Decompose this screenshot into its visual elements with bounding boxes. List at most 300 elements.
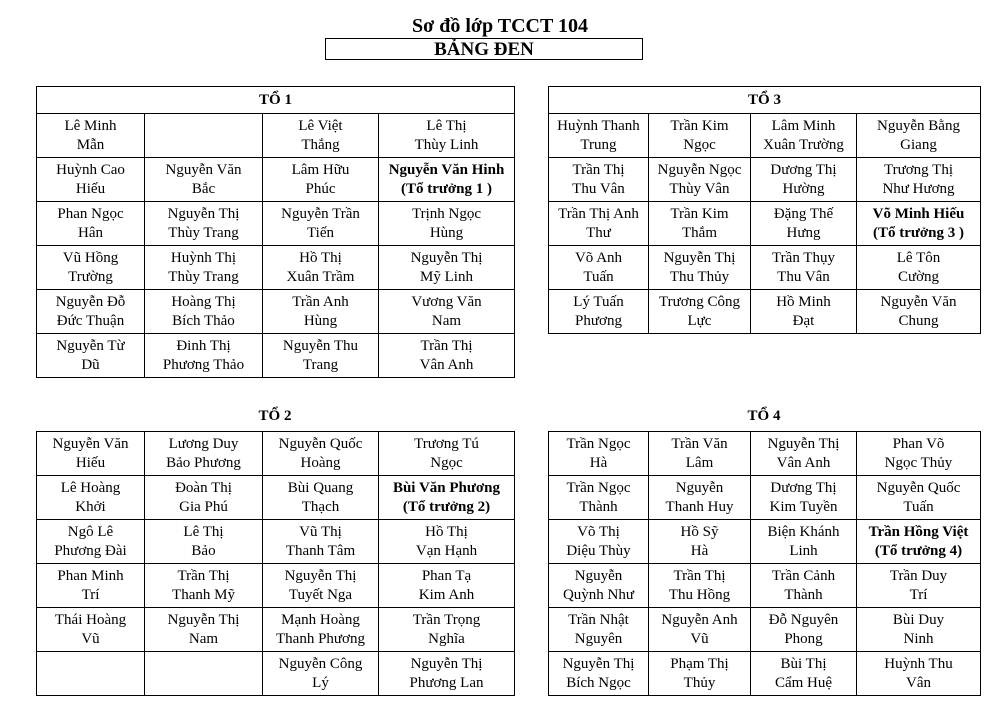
- student-name-line-1: Võ Anh: [574, 249, 623, 266]
- seat-row: [37, 608, 515, 652]
- seat-cell: [649, 476, 751, 520]
- seat-cell: [145, 520, 263, 564]
- seat-cell: [751, 432, 857, 476]
- student-name-line-2: Giang: [900, 136, 937, 153]
- student-name-line-1: Nguyễn Ngọc: [657, 161, 742, 178]
- group-3-table: [548, 86, 981, 334]
- student-name-line-2: Gia Phú: [179, 498, 228, 515]
- student-name-line-2: Bảo Phương: [166, 454, 241, 471]
- student-name-line-1: Phan Minh: [57, 567, 124, 584]
- seat-row: [549, 608, 981, 652]
- seat-cell: [37, 432, 145, 476]
- student-name-line-1: Trương Công: [659, 293, 740, 310]
- student-name-line-2: Mẫn: [76, 136, 105, 153]
- student-name-line-2: Linh: [789, 542, 818, 559]
- student-name-line-1: Lương Duy: [168, 435, 239, 452]
- student-name-line-2: Thắm: [682, 224, 717, 241]
- seat-cell: [857, 564, 981, 608]
- student-name-line-1: Trần Thị Anh: [558, 205, 639, 222]
- student-name-line-1: Trần Thị: [673, 567, 726, 584]
- student-name-line-1: Trần Thị: [177, 567, 230, 584]
- seat-cell: [549, 158, 649, 202]
- student-name-line-2: Mỹ Linh: [420, 268, 473, 285]
- student-name-line-2: Thu Hồng: [668, 586, 731, 603]
- student-name-line-1: Nguyễn Thu: [282, 337, 359, 354]
- student-name-line-1: Mạnh Hoàng: [281, 611, 360, 628]
- seat-cell: [857, 608, 981, 652]
- seat-cell: [145, 158, 263, 202]
- student-name-line-1: Phan Tạ: [421, 567, 472, 584]
- student-name-line-2: Chung: [898, 312, 939, 329]
- student-name-line-1: Nguyễn Thị: [167, 611, 240, 628]
- student-name-line-2: Trang: [302, 356, 339, 373]
- student-name-line-2: Phương Đài: [54, 542, 127, 559]
- seat-row: [37, 246, 515, 290]
- seat-cell: [37, 114, 145, 158]
- student-name-line-1: Huỳnh Thu: [884, 655, 953, 672]
- seat-cell: [145, 476, 263, 520]
- student-name-line-2: Phương Thảo: [162, 356, 245, 373]
- student-name-line-1: Vương Văn: [411, 293, 482, 310]
- student-name-line-2: Đức Thuận: [56, 312, 125, 329]
- seat-cell: [37, 246, 145, 290]
- seat-cell: [857, 246, 981, 290]
- seat-cell: [379, 652, 515, 696]
- seat-cell: [37, 652, 145, 696]
- student-name-line-1: Bùi Duy: [892, 611, 945, 628]
- seat-cell: [649, 432, 751, 476]
- seat-cell: [379, 114, 515, 158]
- seat-row: [549, 432, 981, 476]
- seat-cell: [649, 608, 751, 652]
- student-name-line-1: Trần Kim: [670, 117, 729, 134]
- student-name-line-1: Lý Tuấn: [573, 293, 624, 310]
- group-2-title: TỔ 2: [258, 408, 292, 424]
- student-name-line-1: Huỳnh Thanh: [557, 117, 640, 134]
- student-name-line-2: Bảo: [191, 542, 216, 559]
- seat-cell: [649, 290, 751, 334]
- seat-row: [37, 114, 515, 158]
- student-name-line-1: Nguyễn: [574, 567, 623, 584]
- student-name-line-1: Trịnh Ngọc: [411, 205, 482, 222]
- student-name-line-2: Tuyết Nga: [288, 586, 353, 603]
- student-name-line-1: Đặng Thế: [773, 205, 834, 222]
- student-name-line-2: Thành: [784, 586, 823, 603]
- student-name-line-1: Đinh Thị: [176, 337, 231, 354]
- student-name-line-2: Vân: [906, 674, 931, 691]
- student-name-line-2: Nguyên: [574, 630, 623, 647]
- student-name-line-1: Trần Ngọc: [566, 435, 631, 452]
- student-name-line-2: Hưng: [786, 224, 821, 241]
- student-name-line-1: Trần Duy: [889, 567, 948, 584]
- student-name-line-2: Vân Anh: [419, 356, 474, 373]
- student-name-line-1: Nguyễn Thị: [767, 435, 840, 452]
- seat-cell: [379, 334, 515, 378]
- seat-cell: [379, 432, 515, 476]
- student-name-line-2: Hùng: [303, 312, 338, 329]
- student-name-line-1: Nguyễn Thị: [663, 249, 736, 266]
- student-name-line-2: Ninh: [903, 630, 934, 647]
- student-name-line-2: Hà: [589, 454, 608, 471]
- student-name-line-2: Tiến: [307, 224, 334, 241]
- student-name-line-2: Thùy Vân: [669, 180, 730, 197]
- group-3-title: TỔ 3: [549, 87, 981, 114]
- student-name-line-2: Thanh Tâm: [285, 542, 356, 559]
- seat-cell: [649, 564, 751, 608]
- student-name-line-2: Tuấn: [903, 498, 934, 515]
- student-name-line-2: Kim Tuyền: [769, 498, 838, 515]
- seat-cell: [145, 432, 263, 476]
- seat-row: [549, 652, 981, 696]
- seat-cell: [751, 246, 857, 290]
- student-name-line-1: Nguyễn Anh: [661, 611, 738, 628]
- student-name-line-2: (Tổ trưởng 1 ): [400, 180, 493, 197]
- student-name-line-1: Đỗ Nguyên: [768, 611, 839, 628]
- student-name-line-2: Ngọc: [430, 454, 463, 471]
- page-title: Sơ đồ lớp TCCT 104: [412, 15, 588, 37]
- student-name-line-2: Thùy Linh: [414, 136, 479, 153]
- student-name-line-2: Đạt: [792, 312, 815, 329]
- student-name-line-2: Phong: [784, 630, 823, 647]
- seat-cell: [263, 334, 379, 378]
- seat-cell: [549, 114, 649, 158]
- student-name-line-2: Thùy Trang: [168, 268, 239, 285]
- student-name-line-1: Hồ Thị: [425, 523, 468, 540]
- student-name-line-2: Lý: [312, 674, 329, 691]
- seat-cell: [549, 432, 649, 476]
- seat-cell: [379, 476, 515, 520]
- seat-cell: [263, 476, 379, 520]
- student-name-line-2: (Tổ trưởng 4): [874, 542, 963, 559]
- student-name-line-2: Cường: [897, 268, 940, 285]
- seat-cell: [37, 334, 145, 378]
- student-name-line-2: Hoàng: [300, 454, 341, 471]
- seat-row: [549, 114, 981, 158]
- student-name-line-1: Ngô Lê: [67, 523, 114, 540]
- student-name-line-2: Nghĩa: [428, 630, 465, 647]
- seat-cell: [751, 520, 857, 564]
- student-name-line-1: Huỳnh Thị: [170, 249, 237, 266]
- student-name-line-1: Lê Hoàng: [60, 479, 121, 496]
- seat-cell: [379, 564, 515, 608]
- student-name-line-1: Lê Minh: [64, 117, 117, 134]
- seat-cell: [649, 114, 751, 158]
- seat-cell: [145, 652, 263, 696]
- student-name-line-2: Xuân Trầm: [286, 268, 355, 285]
- student-name-line-2: Nam: [188, 630, 219, 647]
- student-name-line-2: Thủy: [683, 674, 716, 691]
- student-name-line-1: Nguyễn Thị: [284, 567, 357, 584]
- student-name-line-2: Thu Vân: [572, 180, 625, 197]
- student-name-line-1: Đoàn Thị: [175, 479, 232, 496]
- student-name-line-2: Thu Vân: [777, 268, 830, 285]
- student-name-line-1: Lê Tôn: [896, 249, 941, 266]
- student-name-line-1: Nguyễn Quốc: [876, 479, 961, 496]
- seat-cell: [379, 290, 515, 334]
- student-name-line-2: Khởi: [75, 498, 106, 515]
- student-name-line-1: Nguyễn Từ: [56, 337, 125, 354]
- seat-cell: [379, 202, 515, 246]
- seat-row: [37, 334, 515, 378]
- student-name-line-1: Trần Hồng Việt: [868, 523, 969, 540]
- seat-cell: [857, 290, 981, 334]
- seat-cell: [145, 202, 263, 246]
- seat-cell: [549, 202, 649, 246]
- student-name-line-1: Nguyễn Văn: [880, 293, 957, 310]
- student-name-line-2: Cẩm Huệ: [774, 674, 833, 691]
- seat-row: [37, 432, 515, 476]
- student-name-line-1: Bùi Văn Phương: [392, 479, 501, 496]
- student-name-line-1: Nguyễn Thị: [167, 205, 240, 222]
- student-name-line-2: Hân: [78, 224, 103, 241]
- seat-cell: [263, 564, 379, 608]
- seat-row: [37, 202, 515, 246]
- student-name-line-2: Nam: [431, 312, 462, 329]
- student-name-line-2: Bích Thảo: [172, 312, 235, 329]
- student-name-line-1: Trần Thụy: [772, 249, 835, 266]
- seat-cell: [857, 520, 981, 564]
- student-name-line-1: Trần Anh: [292, 293, 349, 310]
- seat-cell: [37, 564, 145, 608]
- student-name-line-1: Trần Thị: [420, 337, 473, 354]
- seat-cell: [649, 158, 751, 202]
- student-name-line-1: Lê Việt: [298, 117, 343, 134]
- seat-cell: [857, 202, 981, 246]
- student-name-line-1: Nguyễn Thị: [562, 655, 635, 672]
- student-name-line-1: Nguyễn Thị: [410, 249, 483, 266]
- student-name-line-1: Nguyễn Đỗ: [55, 293, 126, 310]
- student-name-line-1: Nguyễn Công: [278, 655, 363, 672]
- student-name-line-2: Thanh Phương: [276, 630, 365, 647]
- seat-cell: [549, 290, 649, 334]
- student-name-line-2: Thanh Mỹ: [172, 586, 235, 603]
- student-name-line-2: Vân Anh: [776, 454, 831, 471]
- student-name-line-1: Hồ Minh: [776, 293, 831, 310]
- student-name-line-2: Diệu Thùy: [566, 542, 631, 559]
- student-name-line-2: Thanh Huy: [665, 498, 734, 515]
- seat-cell: [263, 432, 379, 476]
- seat-cell: [857, 114, 981, 158]
- seat-cell: [145, 114, 263, 158]
- seat-row: [37, 564, 515, 608]
- student-name-line-2: Phương: [575, 312, 622, 329]
- student-name-line-2: Ngọc Thủy: [884, 454, 953, 471]
- student-name-line-2: Kim Anh: [418, 586, 475, 603]
- seat-row: [549, 476, 981, 520]
- student-name-line-2: Hà: [690, 542, 709, 559]
- student-name-line-2: Lâm: [685, 454, 714, 471]
- student-name-line-1: Trần Trọng: [412, 611, 481, 628]
- student-name-line-1: Phan Ngọc: [57, 205, 124, 222]
- seat-cell: [379, 246, 515, 290]
- student-name-line-2: Thư: [586, 224, 611, 241]
- student-name-line-1: Nguyễn Thị: [410, 655, 483, 672]
- seat-cell: [857, 432, 981, 476]
- seat-cell: [379, 608, 515, 652]
- seat-cell: [145, 246, 263, 290]
- seat-cell: [649, 202, 751, 246]
- student-name-line-1: Lâm Minh: [771, 117, 836, 134]
- student-name-line-1: Huỳnh Cao: [56, 161, 125, 178]
- group-1-title: TỔ 1: [37, 87, 515, 114]
- seat-cell: [263, 652, 379, 696]
- seat-cell: [649, 520, 751, 564]
- group-2-table: [36, 431, 515, 696]
- seat-cell: [549, 246, 649, 290]
- student-name-line-1: Trần Cảnh: [771, 567, 836, 584]
- student-name-line-2: Ngọc: [683, 136, 716, 153]
- seat-cell: [751, 158, 857, 202]
- student-name-line-1: Nguyễn Văn Hinh: [388, 161, 505, 178]
- student-name-line-1: Thái Hoàng: [54, 611, 127, 628]
- seat-cell: [263, 114, 379, 158]
- seat-cell: [751, 114, 857, 158]
- student-name-line-2: Phương Lan: [409, 674, 484, 691]
- student-name-line-1: Biện Khánh: [767, 523, 840, 540]
- seat-row: [37, 520, 515, 564]
- seat-row: [549, 290, 981, 334]
- student-name-line-2: Thành: [579, 498, 618, 515]
- student-name-line-1: Vũ Thị: [299, 523, 342, 540]
- seat-row: [549, 158, 981, 202]
- seat-cell: [37, 202, 145, 246]
- student-name-line-1: Trương Tú: [414, 435, 479, 452]
- student-name-line-2: Thu Thủy: [669, 268, 730, 285]
- student-name-line-2: (Tổ trưởng 3 ): [872, 224, 965, 241]
- student-name-line-1: Dương Thị: [770, 161, 837, 178]
- student-name-line-1: Trần Kim: [670, 205, 729, 222]
- seat-cell: [263, 608, 379, 652]
- student-name-line-1: Lâm Hữu: [291, 161, 350, 178]
- seat-row: [37, 652, 515, 696]
- seat-row: [37, 290, 515, 334]
- student-name-line-1: Võ Minh Hiếu: [872, 205, 965, 222]
- seat-cell: [263, 158, 379, 202]
- student-name-line-2: Phúc: [305, 180, 336, 197]
- student-name-line-1: Lê Thị: [183, 523, 224, 540]
- blackboard-label: BẢNG ĐEN: [325, 38, 643, 60]
- group-4-title: TỔ 4: [747, 408, 781, 424]
- student-name-line-1: Nguyễn Quốc: [278, 435, 363, 452]
- student-name-line-1: Phạm Thị: [670, 655, 729, 672]
- seat-cell: [649, 246, 751, 290]
- seat-row: [549, 202, 981, 246]
- seat-cell: [145, 334, 263, 378]
- seat-cell: [37, 476, 145, 520]
- student-name-line-2: Xuân Trường: [763, 136, 844, 153]
- student-name-line-2: Hiếu: [75, 454, 106, 471]
- student-name-line-2: Hùng: [429, 224, 464, 241]
- student-name-line-1: Bùi Quang: [287, 479, 354, 496]
- student-name-line-2: Hiếu: [75, 180, 106, 197]
- seat-cell: [263, 520, 379, 564]
- student-name-line-2: Vũ: [81, 630, 100, 647]
- seat-cell: [549, 520, 649, 564]
- student-name-line-2: Dũ: [81, 356, 100, 373]
- student-name-line-1: Võ Thị: [577, 523, 620, 540]
- student-name-line-2: Trí: [81, 586, 100, 603]
- student-name-line-2: Như Hương: [882, 180, 955, 197]
- seat-cell: [145, 564, 263, 608]
- seat-cell: [751, 652, 857, 696]
- student-name-line-1: Trần Văn: [671, 435, 728, 452]
- student-name-line-1: Nguyễn Văn: [52, 435, 129, 452]
- student-name-line-1: Nguyễn: [675, 479, 724, 496]
- student-name-line-2: Trung: [580, 136, 617, 153]
- student-name-line-2: Quỳnh Như: [562, 586, 635, 603]
- seat-row: [37, 158, 515, 202]
- student-name-line-2: Vũ: [690, 630, 709, 647]
- seat-cell: [857, 158, 981, 202]
- student-name-line-1: Lê Thị: [426, 117, 467, 134]
- seat-row: [549, 564, 981, 608]
- seat-cell: [37, 520, 145, 564]
- seat-cell: [379, 158, 515, 202]
- seat-cell: [857, 476, 981, 520]
- student-name-line-1: Dương Thị: [770, 479, 837, 496]
- seat-cell: [263, 202, 379, 246]
- seat-cell: [857, 652, 981, 696]
- student-name-line-2: Bích Ngọc: [566, 674, 631, 691]
- seat-cell: [751, 564, 857, 608]
- seat-row: [549, 520, 981, 564]
- student-name-line-1: Trần Ngọc: [566, 479, 631, 496]
- seat-cell: [751, 202, 857, 246]
- seat-cell: [751, 476, 857, 520]
- student-name-line-1: Trương Thị: [883, 161, 953, 178]
- student-name-line-2: Tuấn: [583, 268, 614, 285]
- seat-row: [549, 246, 981, 290]
- student-name-line-2: (Tổ trưởng 2): [402, 498, 491, 515]
- student-name-line-2: Trí: [909, 586, 928, 603]
- seat-row: [37, 476, 515, 520]
- student-name-line-1: Hồ Thị: [299, 249, 342, 266]
- seat-cell: [549, 652, 649, 696]
- student-name-line-2: Hường: [782, 180, 825, 197]
- seat-cell: [37, 608, 145, 652]
- seat-cell: [263, 246, 379, 290]
- student-name-line-2: Thùy Trang: [168, 224, 239, 241]
- seat-cell: [37, 290, 145, 334]
- student-name-line-1: Trần Thị: [572, 161, 625, 178]
- group-4-table: [548, 431, 981, 696]
- seat-cell: [379, 520, 515, 564]
- student-name-line-2: Trường: [68, 268, 113, 285]
- student-name-line-2: Lực: [687, 312, 712, 329]
- seat-cell: [145, 290, 263, 334]
- seat-cell: [751, 290, 857, 334]
- student-name-line-1: Vũ Hồng: [62, 249, 119, 266]
- student-name-line-1: Nguyễn Bằng: [877, 117, 960, 134]
- student-name-line-2: Thắng: [301, 136, 340, 153]
- seat-cell: [263, 290, 379, 334]
- seat-cell: [37, 158, 145, 202]
- student-name-line-1: Bùi Thị: [780, 655, 827, 672]
- student-name-line-2: Thạch: [301, 498, 340, 515]
- seat-cell: [751, 608, 857, 652]
- student-name-line-1: Hoàng Thị: [171, 293, 236, 310]
- group-1-table: [36, 86, 515, 378]
- student-name-line-2: Vạn Hạnh: [415, 542, 478, 559]
- seat-cell: [549, 476, 649, 520]
- student-name-line-1: Trần Nhật: [568, 611, 629, 628]
- seat-cell: [549, 608, 649, 652]
- student-name-line-1: Hồ Sỹ: [680, 523, 719, 540]
- seat-cell: [549, 564, 649, 608]
- student-name-line-1: Nguyễn Trần: [281, 205, 360, 222]
- seat-cell: [145, 608, 263, 652]
- student-name-line-1: Nguyễn Văn: [165, 161, 242, 178]
